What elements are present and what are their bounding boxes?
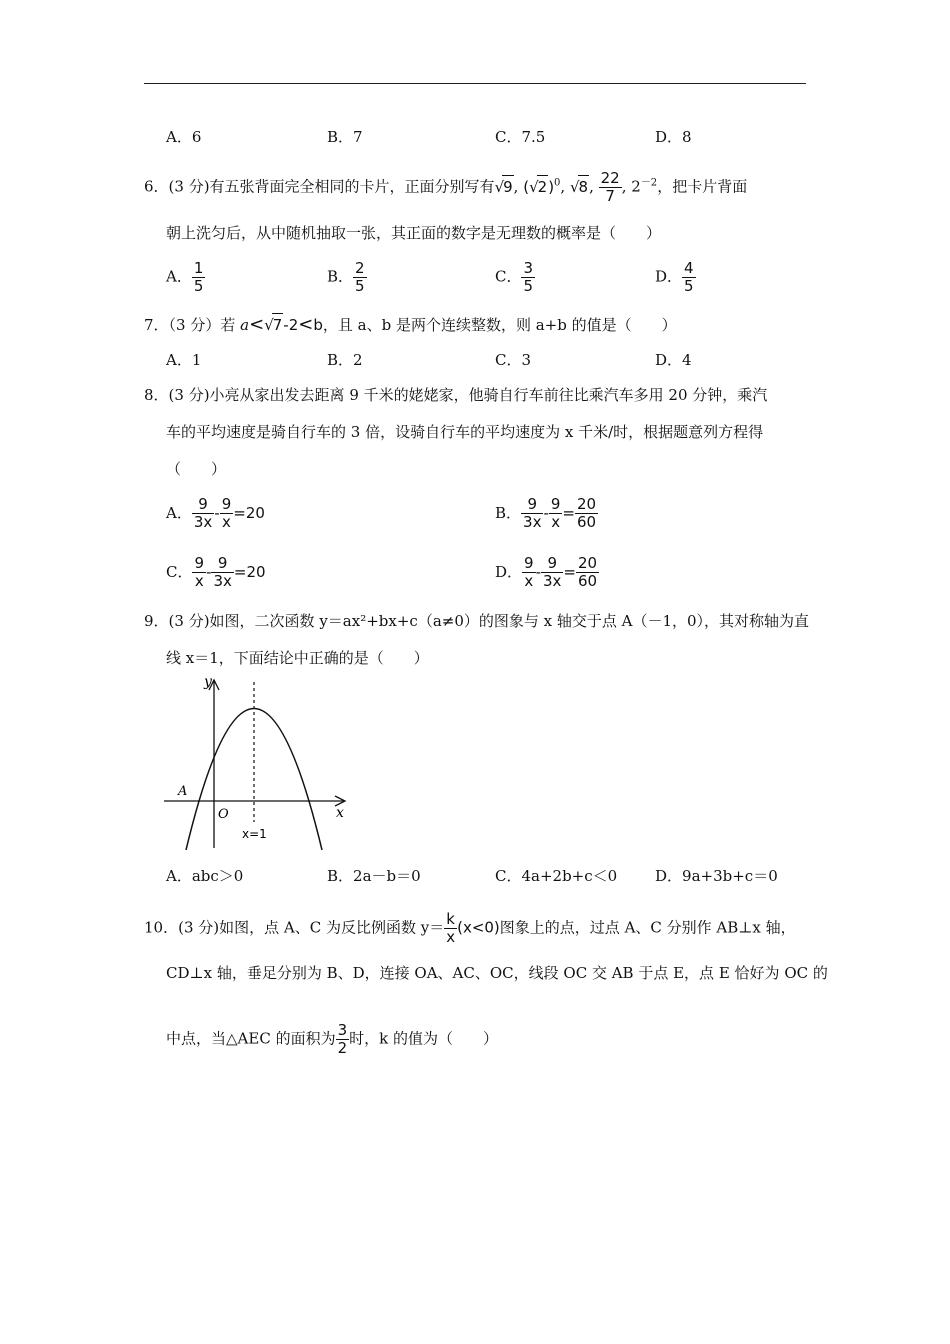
q7-var-a: a [240, 316, 250, 334]
q7-option-c: C．3 [495, 351, 532, 369]
q5-option-a: A．6 [166, 128, 202, 146]
q10-line3-suffix: 时，k 的值为（ ） [349, 1029, 498, 1048]
q7-sqrt7: 7 [272, 313, 284, 336]
q9-parabola-graph [162, 672, 352, 852]
q6-fraction-22-7: $\frac{22}{7}$ [600, 169, 620, 205]
q6-stem-line1: 6．(3 分)有五张背面完全相同的卡片，正面分别写有√9, $(√2)^0$, √8, $\frac{22}{7}$ , $2^{-2}$，把卡片背面 [144, 169, 748, 205]
x-label: x [336, 805, 344, 821]
q6-paren-close: ) [548, 177, 555, 196]
q5-option-d: D．8 [655, 128, 692, 146]
q10-stem-line2: CD⊥x 轴，垂足分别为 B、D，连接 OA、AC、OC，线段 OC 交 AB 于点 E，点 E 恰好为 OC 的 [166, 964, 828, 982]
q6-suffix: ，把卡片背面 [657, 177, 748, 196]
q6-prefix: 6．(3 分)有五张背面完全相同的卡片，正面分别写有 [144, 177, 495, 196]
q7-lt-2: < [298, 314, 314, 335]
q10-stem-line3 [166, 1022, 498, 1057]
q9-stem-line2: 线 x＝1，下面结论中正确的是（ ） [166, 649, 429, 667]
q9-option-a: A．abc＞0 [166, 867, 244, 885]
q6-sqrt2: 2 [537, 175, 549, 198]
q10-prefix: 10．(3 分)如图，点 A、C 为反比例函数 y＝ [144, 918, 445, 937]
q10-stem-line1 [144, 911, 796, 946]
q5-option-c: C．7.5 [495, 128, 546, 146]
q6-option-b: B． $\frac{2}{5}$ [327, 259, 365, 295]
q10-suffix: 图象上的点，过点 A、C 分别作 AB⊥x 轴， [499, 918, 796, 937]
q6-option-c: C． $\frac{3}{5}$ [495, 259, 534, 295]
q6-exp-neg2: －2 [640, 177, 658, 189]
point-a-label: A [178, 784, 188, 799]
q6-stem-line2: 朝上洗匀后，从中随机抽取一张，其正面的数字是无理数的概率是（ ） [166, 224, 662, 242]
q9-option-d: D．9a+3b+c＝0 [655, 867, 778, 885]
q7-option-a: A．1 [166, 351, 202, 369]
q6-option-d: D． $\frac{4}{5}$ [655, 259, 694, 295]
q6-option-a: A． $\frac{1}{5}$ [166, 259, 204, 295]
q10-line3-prefix: 中点，当△AEC 的面积为 [166, 1029, 336, 1048]
q6-paren-open: ( [523, 177, 530, 196]
q10-fraction-3-2: $\frac{3}{2}$ [337, 1021, 348, 1057]
q10-fraction-k-x: $\frac{k}{x}$ [446, 910, 456, 946]
q7-minus2: -2 [283, 316, 299, 334]
q9-option-b: B．2a－b＝0 [327, 867, 421, 885]
y-label: y [204, 674, 212, 690]
q9-option-c: C．4a+2b+c＜0 [495, 867, 618, 885]
q7-option-d: D．4 [655, 351, 692, 369]
q7-prefix: 7．（3 分）若 [144, 316, 236, 334]
q6-exp0: 0 [554, 177, 561, 189]
q8-stem-line3: （ ） [166, 460, 227, 478]
q9-stem-line1: 9．(3 分)如图，二次函数 y＝ax²+bx+c（a≠0）的图象与 x 轴交于点 A（－1，0），其对称轴为直 [144, 612, 810, 630]
q8-option-b: B． $\frac{9}{3x}$ - $\frac{9}{x}$ = $\frac{20}{60}$ [495, 495, 597, 531]
q7-stem: 7．（3 分）若 a<√7-2<b，且 a、b 是两个连续整数，则 a+b 的值是（ ） [144, 314, 677, 335]
header-rule [144, 83, 806, 84]
axis-label: x=1 [242, 827, 267, 841]
q8-stem-line1: 8．(3 分)小亮从家出发去距离 9 千米的姥姥家，他骑自行车前往比乘汽车多用 20 分钟，乘汽 [144, 386, 768, 404]
origin-label: O [218, 807, 229, 822]
q7-option-b: B．2 [327, 351, 363, 369]
q8-option-a: A． $\frac{9}{3x}$ - $\frac{9}{x}$ =20 [166, 495, 265, 531]
q7-suffix: ，且 a、b 是两个连续整数，则 a+b 的值是（ ） [322, 316, 677, 334]
q8-option-d: D． $\frac{9}{x}$ - $\frac{9}{3x}$ = $\frac{20}{60}$ [495, 554, 598, 590]
q8-option-c: C． $\frac{9}{x}$ - $\frac{9}{3x}$ =20 [166, 554, 266, 590]
q8-stem-line2: 车的平均速度是骑自行车的 3 倍，设骑自行车的平均速度为 x 千米/时，根据题意列方程得 [166, 423, 764, 441]
q6-sqrt8: 8 [578, 175, 590, 198]
q7-lt-1: < [249, 314, 265, 335]
q6-sqrt9: 9 [502, 175, 514, 198]
q5-option-b: B．7 [327, 128, 363, 146]
q10-condition: (x<0) [457, 918, 500, 937]
q7-var-b: b [313, 316, 323, 334]
q6-base2: 2 [631, 177, 641, 196]
